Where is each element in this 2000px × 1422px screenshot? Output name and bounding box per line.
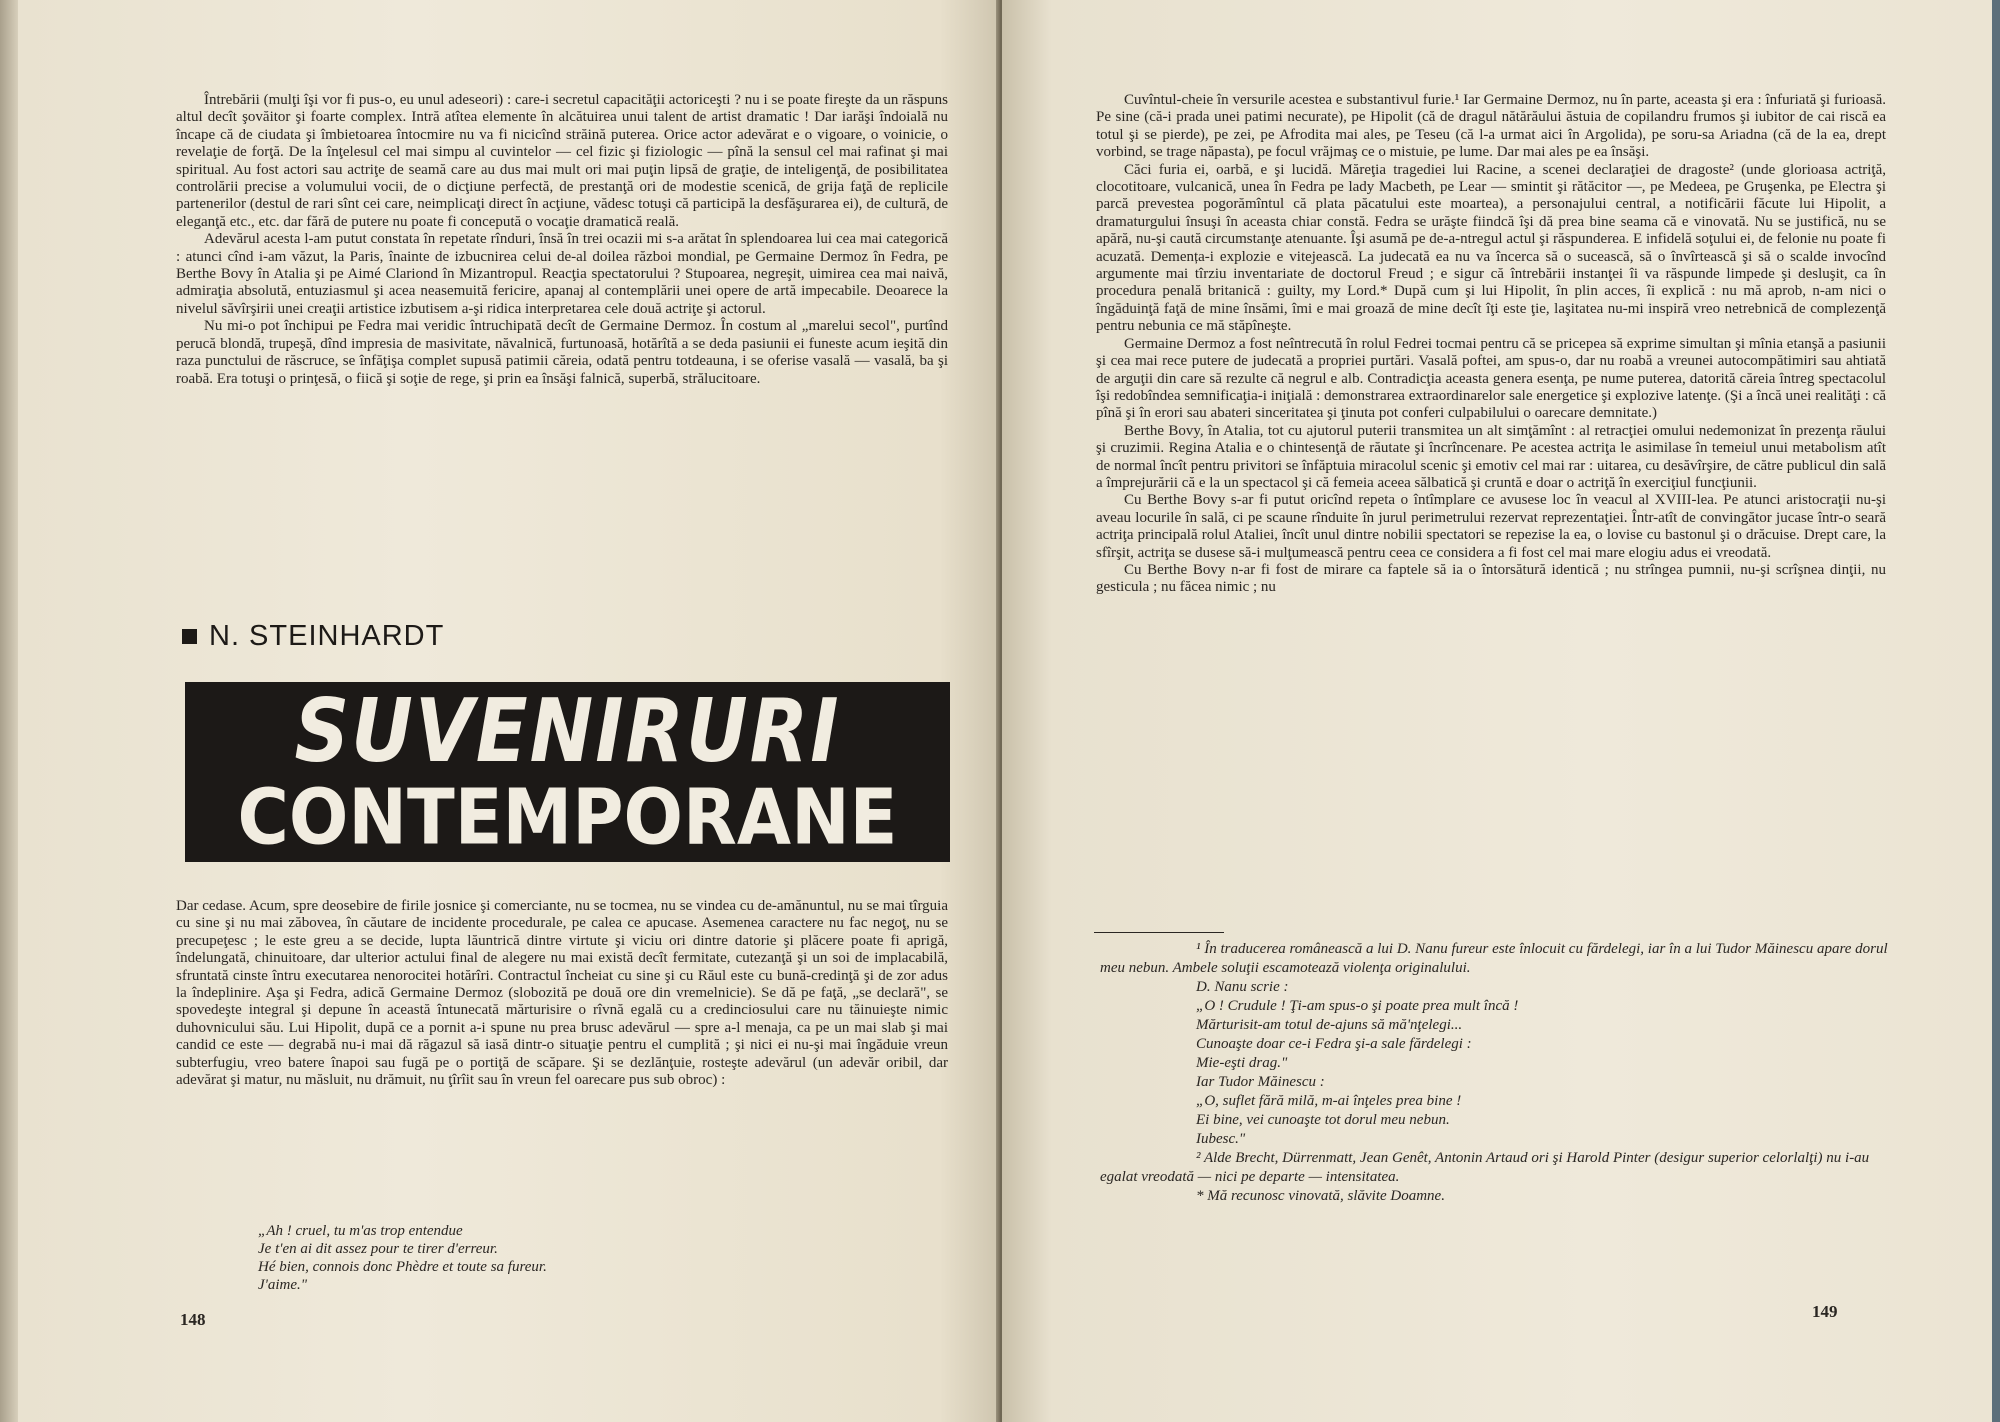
paragraph: Cuvîntul-cheie în versurile acestea e substantivul furie.¹ Iar Germaine Dermoz, nu în parte, aceasta şi era : înfuriată şi furioasă. Pe sine (că-i prada unei patimi necurate), pe Hipolit (că de dragul nătărăului ăstuia de copilandru frumos şi iubitor de cai riscă ea totul şi se pierde), pe zei, pe Afrodita mai ales, pe Teseu (că l-a urmat aici în Argolida), pe soru-sa Ariadna (că de la ea, drept vorbind, se trage năpasta), pe focul vrăjmaş ce o mistuie, pe lume. Dar mai ales pe ea însăşi. — [1096, 92, 1886, 161]
page-number: 149 — [1812, 1302, 1838, 1321]
page-number: 148 — [180, 1310, 206, 1329]
footnote-1-intro: D. Nanu scrie : — [1196, 979, 1289, 995]
footnote-1: ¹ În traducerea românească a lui D. Nanu fureur este înlocuit cu fărdelegi, iar în a lui Tudor Măinescu apare dorul meu nebun. Ambele soluţii escamotează violenţa originalului. — [1100, 941, 1888, 976]
author-heading — [182, 620, 444, 653]
book-cover-edge — [1992, 0, 2000, 1422]
right-main-text — [1096, 92, 1886, 597]
paragraph: Adevărul acesta l-am putut constata în repetate rînduri, însă în trei ocazii mi s-a arătat în splendoarea lui cea mai categorică : atunci cînd i-am văzut, la Paris, înainte de izbucnirea celui de-al doilea război mondial, pe Germaine Dermoz în Fedra, pe Berthe Bovy în Atalia şi pe Aimé Clariond în Mizantropul. Reacţia spectatorului ? Stupoarea, negreşit, uimirea cea mai naivă, admiraţia absolută, entuziasmul şi acea neasemuită fericire, apanaj al contemplării unei opere de artă impecabile. Deoarece la nivelul săvîrşirii unei creaţii artistice izbutisem a-şi ridica interpretarea cele două actriţe şi actorul. — [176, 231, 948, 317]
title-line-2: CONTEMPORANE — [237, 771, 898, 863]
left-page — [18, 0, 998, 1422]
paragraph: Căci furia ei, oarbă, e şi lucidă. Măreţia tragediei lui Racine, a scenei declaraţiei de dragoste² (unde glorioasa actriţă, clocotitoare, vulcanică, unea în Fedra pe lady Macbeth, pe Lear — smintit şi rătăcitor —, pe Medeea, pe Gruşenka, pe Electra şi parcă prevestea pogorămîntul că plata păcatului este moartea), a personajului central, a notificării făcute lui Hipolit, a dramaturgului însuşi în aceasta chiar constă. Fedra se urăşte fiindcă îşi dă prea bine seama că e vinovată. Nu se justifică, nu se apără, nu-şi caută circumstanţe atenuante. Îşi asumă pe de-a-ntregul actul şi răspunderea. E infidelă soţului ei, de felonie nu poate fi acuzată. Demența-i explozie e vitejească. La judecată ea nu va încerca să o sucească, să o învîrtească şi să o scalde invocînd argumente mai tîrziu inventariate de doctorul Freud ; e sigur că întrebării instanţei îi va răspunde limpede şi desluşit, ca în procedura penală britanică : guilty, my Lord.* După cum şi lui Hipolit, în plin acces, îi explică : nu mă aprob, n-am nici o îngăduinţă faţă de mine însămi, îmi e mai groază de mine decît îţi este ţie, laşitatea nu-mi inspiră vreo netrebnică de complezenţă pentru nebunia ce mă stăpîneşte. — [1096, 161, 1886, 335]
verse-line: Ei bine, vei cunoaşte tot dorul meu nebun. — [1196, 1112, 1450, 1128]
verse-line: Mie-eşti drag." — [1196, 1055, 1288, 1071]
paragraph: Dar cedase. Acum, spre deosebire de firile josnice şi comerciante, nu se tocmea, nu se vindea cu de-amănuntul, nu se mai tîrguia cu sine şi nu mai zăbovea, în căutare de incidente procedurale, pe calea ce apucase. Asemenea caractere nu fac negoţ, nu se precupeţesc ; le este greu a se decide, lupta lăuntrică dintre virtute şi viciu ori dintre datorie şi plăcere poate fi aprigă, îndelungată, chinuitoare, dar ulterior actului final de alegere nu mai există decît fermitate, cutezanţă şi un soi de implacabilă, sfruntată cinste întru executarea nenorocitei hotărîri. Contractul încheiat cu sine şi cu Răul este cu bună-credinţă şi de zor adus la îndeplinire. Aşa şi Fedra, adică Germaine Dermoz (slobozită pe două ore din vremelnicie). Se dă pe faţă, „se declară", se spovedeşte integral şi depune în această întunecată mărturisire o rîvnă egală cu a credinciosului care nu tăinuieşte nimic duhovnicului său. Lui Hipolit, după ce a pornit a-i spune nu prea brusc adevărul — spre a-l menaja, ca pe un mai slab şi mai candid ce este — degrabă nu-i mai dă răgazul să iasă dintr-o situaţie pentru el cumplită ; şi nici ei nu-şi mai îngăduie vreun subterfugiu, vreo batere înapoi sau fugă pe o portiţă de scăpare. Şi se dezlănţuie, rosteşte adevărul (un adevăr oribil, dar adevărat şi matur, nu măsluit, nu drămuit, nu ţîrîit sau în vreun fel oarecare pus sub obroc) : — [176, 898, 948, 1089]
verse-line: Cunoaşte doar ce-i Fedra şi-a sale fărdelegi : — [1196, 1036, 1472, 1052]
title-banner — [185, 679, 950, 863]
footnote-1-second-intro: Iar Tudor Măinescu : — [1196, 1074, 1325, 1090]
footnotes — [1100, 940, 1890, 1206]
author-name: N. STEINHARDT — [209, 620, 445, 652]
title-line-1: SUVENIRURI — [294, 679, 841, 782]
verse-line: Mărturisit-am totul de-ajuns să mă'nţelegi... — [1196, 1017, 1463, 1033]
verse-line: Iubesc." — [1196, 1131, 1246, 1147]
paragraph: Nu mi-o pot închipui pe Fedra mai veridic întruchipată decît de Germaine Dermoz. În costum al „marelui secol", purtînd perucă blondă, trupeşă, dînd impresia de masivitate, năvalnică, furtunoasă, hotărîtă a se deda pasiunii ei funeste acum ieşită din raza punctului de răscruce, se înfăţişa complet supusă patimii căreia, odată pentru totdeauna, i se oferise vasală — vasală, ba şi roabă. Era totuşi o prinţesă, o fiică şi soţie de rege, şi prin ea însăşi falnică, superbă, strălucitoare. — [176, 318, 948, 387]
quote-line: Hé bien, connois donc Phèdre et toute sa fureur. — [258, 1259, 547, 1275]
quote-line: J'aime." — [258, 1277, 308, 1293]
bullet-square-icon — [182, 629, 197, 644]
verse-line: „O, suflet fără milă, m-ai înţeles prea bine ! — [1196, 1093, 1462, 1109]
left-bottom-text — [176, 898, 948, 1089]
quote-line: „Ah ! cruel, tu m'as trop entendue — [258, 1223, 463, 1239]
verse-line: „O ! Crudule ! Ţi-am spus-o şi poate prea mult încă ! — [1196, 998, 1519, 1014]
paragraph: Germaine Dermoz a fost neîntrecută în rolul Fedrei tocmai pentru că se pricepea să exprime simultan şi mînia etanşă a pasiunii şi cea mai rece putere de judecată a propriei purtări. Vasală poftei, am spus-o, dar nu roabă a vreunei autocompătimiri sau ahtiată de arguţii din care să rezulte că negrul e alb. Contradicţia aceasta genera esenţa, pe nume puterea, datorită căreia întreg spectacolul îşi redobîndea semnificaţia-i iniţială : demonstrarea extraordinarelor sale energetice şi explozive latenţe. (Şi a încă unei realităţi : că pînă şi în erori sau abateri sinceritatea şi ţinuta pot conferi culpabilului o oarecare demnitate.) — [1096, 335, 1886, 422]
left-top-text — [176, 92, 948, 388]
french-quote — [258, 1222, 547, 1294]
footnote-3: * Mă recunosc vinovată, slăvite Doamne. — [1196, 1188, 1445, 1204]
footnote-2: ² Alde Brecht, Dürrenmatt, Jean Genêt, Antonin Artaud ori şi Harold Pinter (desigur superior celorlalţi) nu i-au egalat vreodată — nici pe departe — intensitatea. — [1100, 1150, 1870, 1185]
paragraph: Întrebării (mulţi îşi vor fi pus-o, eu unul adeseori) : care-i secretul capacităţii actoriceşti ? nu i se poate fireşte da un răspuns altul decît şovăitor şi foarte complex. Intră atîtea elemente în alcătuirea unui talent de artist dramatic ! Dar iarăşi îndoială nu încape că de ciudata şi îmbietoarea întocmire nu va fi nicicînd străină puterea. Orice actor adevărat e o vigoare, o voinicie, o revelaţie de forţă. De la înţelesul cel mai simpu al cuvintelor — cel fizic şi fiziologic — pînă la sensul cel mai rafinat şi mai spiritual. Au fost actori sau actriţe de seamă care au dus mai mult ori mai puţin lipsă de graţie, de inteligenţă, de posibilitatea controlării precise a volumului vocii, de o dicţiune perfectă, de prestanţă ori de modestie scenică, de grija faţă de replicile partenerilor (destul de rari sînt cei care, neimplicaţi direct în acţiune, vădesc totuşi că participă la desfăşurarea ei), de cultură, de eleganţă etc., etc. dar fără de putere nu poate fi concepută o vocaţie dramatică reală. — [176, 92, 948, 230]
book-edge-left — [0, 0, 18, 1422]
footnote-rule — [1094, 932, 1224, 933]
quote-line: Je t'en ai dit assez pour te tirer d'erreur. — [258, 1241, 498, 1257]
right-page — [1002, 0, 1992, 1422]
paragraph: Cu Berthe Bovy n-ar fi fost de mirare ca faptele să ia o întorsătură identică ; nu strîngea pumnii, nu-şi scrîşnea dinţii, nu gesticula ; nu făcea nimic ; nu — [1096, 561, 1886, 596]
paragraph: Berthe Bovy, în Atalia, tot cu ajutorul puterii transmitea un alt simţămînt : al retracţiei omului nedemonizat în prezenţa răului şi cruzimii. Regina Atalia e o chintesenţă de răutate şi încrîncenare. Pe acestea actriţa le asimilase în temeiul unui metabolism atît de normal încît pentru privitori se înfăptuia miracolul scenic şi emotiv cel mai rar : uitarea, cu desăvîrşire, de către publicul din sală a împrejurării că e la un spectacol şi că femeia aceea sălbatică şi cruntă e doar o actriţă în exerciţiul funcţiunii. — [1096, 422, 1886, 491]
paragraph: Cu Berthe Bovy s-ar fi putut oricînd repeta o întîmplare ce avusese loc în veacul al XVIII-lea. Pe atunci aristocraţii nu-şi aveau locurile în sală, ci pe scaune rînduite în jurul perimetrului rezervat reprezentaţiei. Într-atît de convingător jucase într-o seară actriţa principală rolul Ataliei, încît unul dintre nobilii spectatori se repezise la ea, o lovise cu bastonul şi o drăcuise. Drept care, la sfîrşit, actriţa se dusese să-i mulţumească pentru ceea ce considera a fi fost cel mai mare elogiu adus ei vreodată. — [1096, 492, 1886, 561]
